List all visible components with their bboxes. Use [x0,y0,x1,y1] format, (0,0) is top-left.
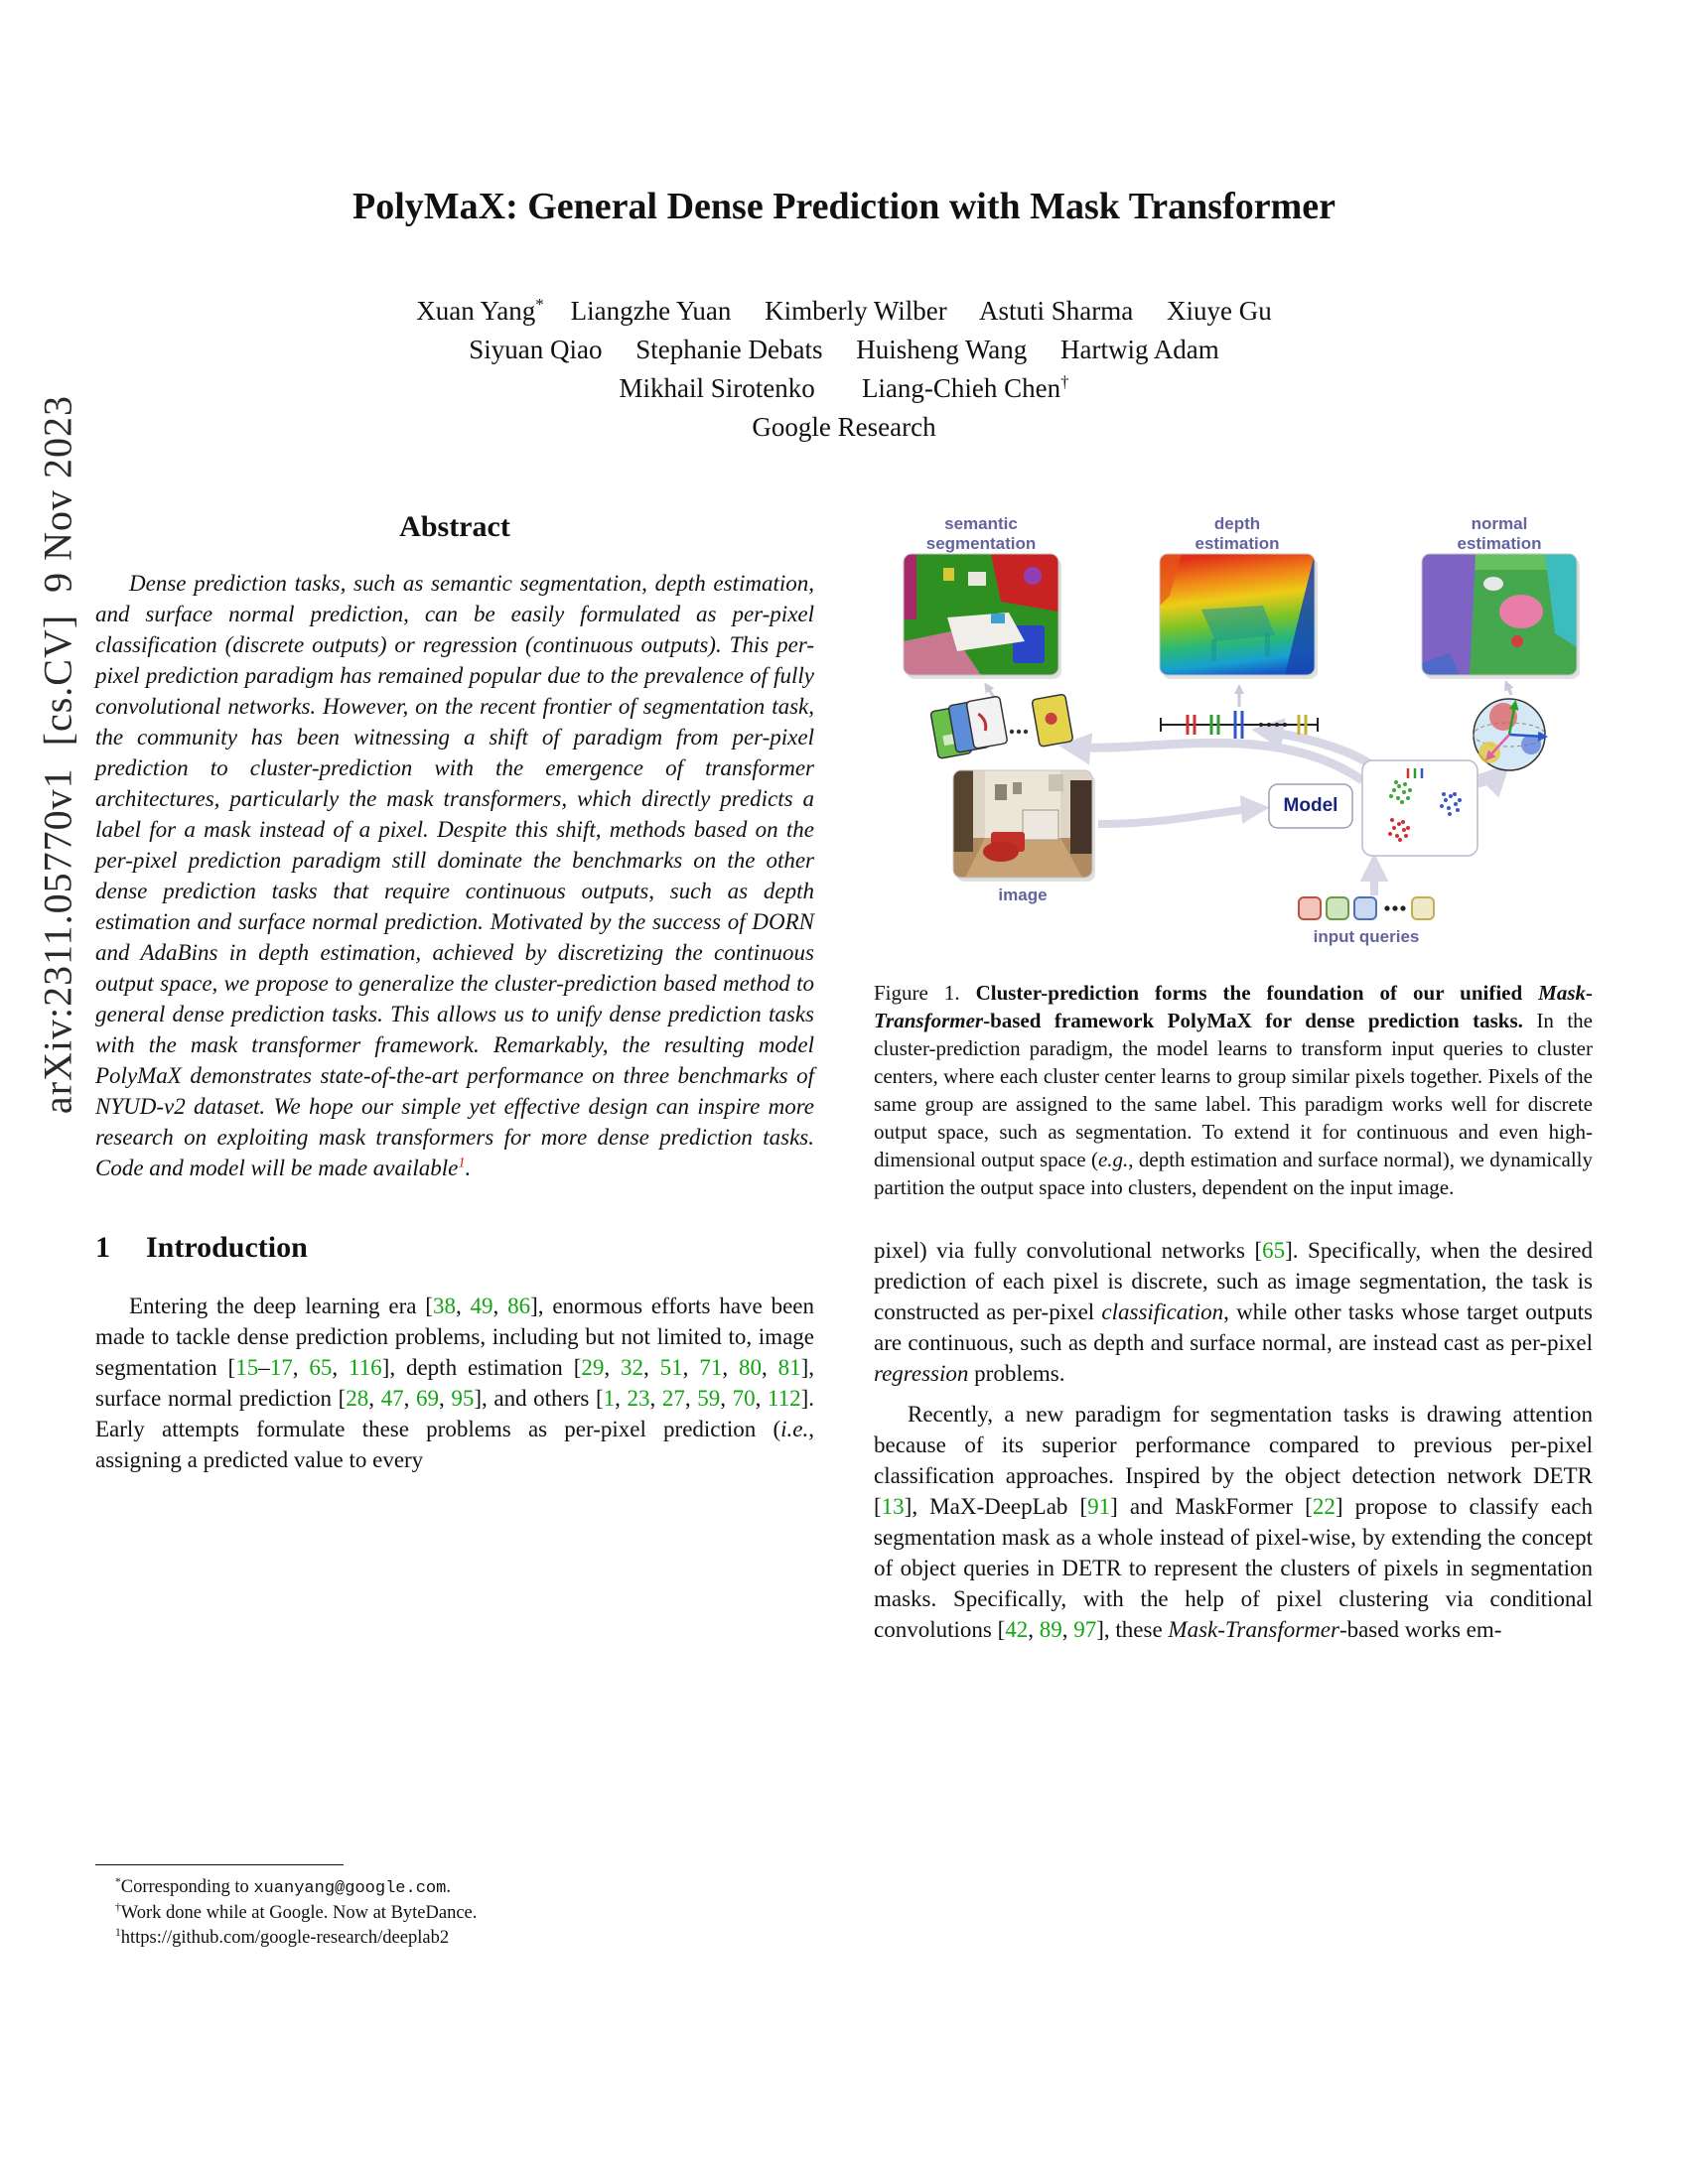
intro-paragraph-1: Entering the deep learning era [38, 49, 86], enormous efforts have been made to tackle dense prediction problems, including but not limited to, image segmentation [15–17, 65, 116], depth estimation [29, 32, 51, 71, 80, 81], surface normal prediction [28, 47, 69, 95], and others [1, 23, 27, 59, 70, 112]. Early attempts formulate these problems as per-pixel prediction (i.e., assigning a predicted value to every [95,1294,815,1472]
citation-link[interactable]: 65 [1262,1238,1286,1263]
citation-link[interactable]: 91 [1087,1494,1111,1519]
citation-link[interactable]: 69 [415,1386,439,1411]
input-query-tokens [1299,897,1434,919]
normal-estimation-image [1422,554,1580,679]
citation-link[interactable]: 1 [603,1386,616,1411]
right-paragraph-1: pixel) via fully convolutional networks [65]. Specifically, when the desired prediction of each pixel is discrete, such as image segmentation, the task is constructed as per-pixel classification, while other tasks whose target outputs are continuous, such as depth and surface normal, are instead cast as per-pixel regression problems. [874,1238,1593,1386]
paper-content [95,185,1593,1950]
affiliation: Google Research [752,412,936,442]
normal-estimation-label [1422,514,1577,554]
left-column [95,510,814,1950]
right-paragraph-2: Recently, a new paradigm for segmentation tasks is drawing attention because of its superior performance compared to previous per-pixel classification approaches. Inspired by the object detection network DETR [13], MaX-DeepLab [91] and MaskFormer [22] propose to classify each segmentation mask as a whole instead of pixel-wise, by extending the concept of object queries in DETR to represent the clusters of pixels in segmentation masks. Specifically, with the help of pixel clustering via conditional convolutions [42, 89, 97], these Mask-Transformer-based works em- [874,1402,1593,1642]
citation-link[interactable]: 95 [451,1386,475,1411]
image-label: image [998,886,1048,904]
citation-link[interactable]: 51 [659,1355,683,1380]
citation-link[interactable]: 86 [507,1294,531,1318]
footnote-block [95,1875,814,1951]
depth-estimation-image [1160,554,1318,679]
semantic-segmentation-label [904,514,1058,554]
paper-title: PolyMaX: General Dense Prediction with Mask Transformer [352,186,1336,227]
citation-link[interactable]: 70 [732,1386,756,1411]
citation-link[interactable]: 81 [777,1355,801,1380]
link-text[interactable]: xuanyang@google.com [253,1878,447,1898]
label-line-2: segmentation [925,534,1037,554]
citation-link[interactable]: 97 [1073,1617,1097,1642]
figure-1 [874,514,1593,963]
author-line-2: Siyuan Qiao Stephanie Debats Huisheng Wang Hartwig Adam [469,335,1219,364]
right-column [874,510,1593,1950]
citation-link[interactable]: 13 [881,1494,905,1519]
label-line-1: depth [1213,514,1261,533]
author-line-3: Mikhail Sirotenko Liang-Chieh Chen† [619,372,1069,403]
abstract-heading: Abstract [399,510,510,543]
citation-link[interactable]: 27 [661,1386,685,1411]
footnote-affiliation-note: †Work done while at Google. Now at ByteDance. [115,1901,478,1923]
section-title: Introduction [146,1231,308,1264]
footnote-rule [95,1864,344,1865]
footnote-corresponding: *Corresponding to xuanyang@google.com. [115,1875,451,1898]
model-label: Model [1283,795,1338,816]
input-queries-label: input queries [1313,927,1420,946]
citation-link[interactable]: 17 [269,1355,293,1380]
citation-link[interactable]: 65 [309,1355,333,1380]
author-line-1: Xuan Yang* Liangzhe Yuan Kimberly Wilber Astuti Sharma Xiuye Gu [416,295,1272,326]
citation-link[interactable]: 28 [346,1386,369,1411]
arxiv-sidebar-stamp: arXiv:2311.05770v1 [cs.CV] 9 Nov 2023 [35,394,80,1115]
footnote-code-url: $^1$https://github.com/google-research/deeplab2 [115,1926,450,1948]
semantic-segmentation-image [904,554,1061,679]
citation-link[interactable]: 49 [470,1294,493,1318]
section-number: 1 [95,1231,110,1264]
citation-link[interactable]: 38 [432,1294,456,1318]
citation-link[interactable]: 116 [349,1355,382,1380]
figure-1-caption: Figure 1. Cluster-prediction forms the foundation of our unified Mask-Transformer-based framework PolyMaX for dense prediction tasks. In the cluster-prediction paradigm, the model learns to transform input queries to cluster centers, where each cluster center learns to group similar pixels together. Pixels of the same group are assigned to the same label. This paradigm works well for discrete output space, such as segmentation. To extend it for continuous and even high-dimensional output space (e.g., depth estimation and surface normal), we dynamically partition the output space into clusters, dependent on the input image. [874,981,1594,1199]
label-line-2: estimation [1195,534,1280,554]
link-text[interactable]: https://github.com/google-research/deeplab2 [120,1927,450,1948]
section-heading-introduction [95,1231,814,1265]
citation-link[interactable]: 71 [699,1355,723,1380]
normal-sphere-icon [1474,699,1545,770]
input-image [953,770,1095,882]
abstract-text: Dense prediction tasks, such as semantic segmentation, depth estimation, and surface normal prediction, can be easily formulated as per-pixel classification (discrete outputs) or regression (continuous outputs). This per-pixel prediction paradigm has remained popular due to the prevalence of fully convolutional networks. However, on the recent frontier of segmentation task, the community has been witnessing a shift of paradigm from per-pixel prediction to cluster-prediction with the emergence of transformer architectures, particularly the mask transformers, which directly predicts a label for a mask instead of a pixel. Despite this shift, methods based on the per-pixel prediction paradigm still dominate the benchmarks on the other dense prediction tasks that require continuous outputs, such as depth estimation and surface normal prediction. Motivated by the success of DORN and AdaBins in depth estimation, achieved by discretizing the continuous output space, we propose to generalize the cluster-prediction based method to general dense prediction tasks. This allows us to unify dense prediction tasks with the mask transformer framework. Remarkably, the resulting model PolyMaX demonstrates state-of-the-art performance on three benchmarks of NYUD-v2 dataset. We hope our simple yet effective design can inspire more research on exploiting mask transformers for more dense prediction tasks. Code and model will be made available$^1$. [95,571,814,1180]
citation-link[interactable]: 22 [1312,1494,1336,1519]
citation-link[interactable]: 15 [235,1355,259,1380]
mask-layers-icon [930,694,1073,758]
two-column-body [95,510,1593,1950]
citation-link[interactable]: 47 [380,1386,404,1411]
label-line-1: normal [1471,514,1528,533]
spacer [95,1475,814,1864]
citation-link[interactable]: 112 [767,1386,801,1411]
cluster-scatter-panel [1362,760,1477,856]
label-line-1: semantic [944,514,1018,533]
author-block [95,292,1593,447]
citation-link[interactable]: 29 [581,1355,605,1380]
citation-link[interactable]: 59 [697,1386,721,1411]
citation-link[interactable]: 42 [1005,1617,1029,1642]
label-line-2: estimation [1457,534,1542,554]
citation-link[interactable]: 89 [1039,1617,1062,1642]
citation-link[interactable]: 32 [621,1355,644,1380]
citation-link[interactable]: 23 [627,1386,650,1411]
depth-estimation-label [1160,514,1315,554]
citation-link[interactable]: 80 [738,1355,762,1380]
